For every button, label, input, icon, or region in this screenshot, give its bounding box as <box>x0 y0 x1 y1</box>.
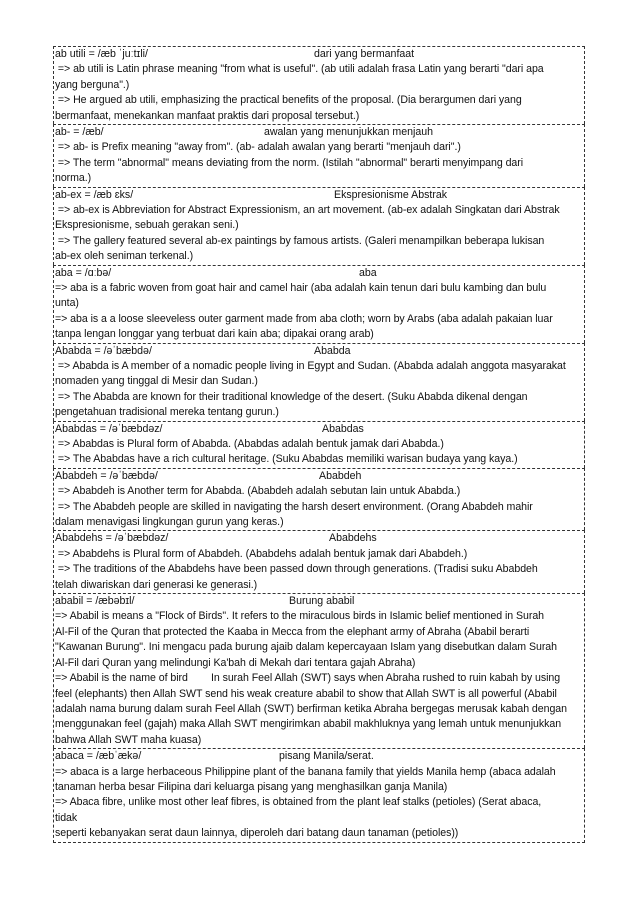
entry-header <box>54 469 584 484</box>
example-line: telah diwariskan dari generasi ke generasi.) <box>55 578 258 591</box>
headword: ab utili = /æb ˈjuːtɪli/ <box>55 48 148 60</box>
example-line: => The Ababdeh people are skilled in navigating the harsh desert environment. (Orang Ababdeh mahir <box>55 500 533 513</box>
example-line: bermanfaat, menekankan manfaat praktis dari proposal tersebut.) <box>55 109 360 122</box>
example-line: => Ababdas is Plural form of Ababda. (Ababdas adalah bentuk jamak dari Ababda.) <box>55 438 444 451</box>
example-line: => Ababil is means a "Flock of Birds". It refers to the miraculous birds in Islamic belief mentioned in Surah <box>55 610 545 623</box>
example-line: => The traditions of the Ababdehs have been passed down through generations. (Tradisi suku Ababdeh <box>55 563 538 576</box>
meaning: Ekspresionisme Abstrak <box>334 188 448 201</box>
example-line: tidak <box>55 811 78 824</box>
example-line: => aba is a a loose sleeveless outer garment made from aba cloth; worn by Arabs (aba adalah pakaian luar <box>55 312 553 325</box>
example-line: tanpa lengan longgar yang terbuat dari kain aba; dipakai orang arab) <box>55 328 374 341</box>
entry-header <box>54 531 584 546</box>
example-line: => The term "abnormal" means deviating from the norm. (Istilah "abnormal" berarti menyimpang dari <box>55 156 524 169</box>
meaning: aba <box>359 266 377 279</box>
example-line: => Ababdehs is Plural form of Ababdeh. (Ababdehs adalah bentuk jamak dari Ababdeh.) <box>55 547 468 560</box>
headword: ababil = /æbəbɪl/ <box>55 595 135 608</box>
example-line: => Ababil is the name of bird In surah Feel Allah (SWT) says when Abraha rushed to ruin kabah by using <box>55 672 561 685</box>
entry-header <box>54 594 584 609</box>
example-line: nomaden yang tinggal di Mesir dan Sudan.) <box>55 375 258 388</box>
meaning: Burung ababil <box>289 595 355 608</box>
headword: Ababdeh = /əˈbæbdə/ <box>55 469 158 482</box>
example-line: bahwa Allah SWT maha kuasa) <box>55 733 202 746</box>
headword: abaca = /æbˈækə/ <box>55 750 142 763</box>
example-line: unta) <box>55 297 79 310</box>
entry-header <box>54 188 584 203</box>
headword: Ababdas = /əˈbæbdəz/ <box>55 422 163 435</box>
example-line: => Ababda is A member of a nomadic people living in Egypt and Sudan. (Ababda adalah anggota masyarakat <box>55 360 566 373</box>
headword: ab- = /æb/ <box>55 126 104 139</box>
example-line: adalah nama burung dalam surah Feel Allah (SWT) berfirman ketika Abraha bergegas merusak kabah dengan <box>55 702 567 715</box>
meaning: Ababdeh <box>319 469 362 482</box>
example-line: => The gallery featured several ab-ex paintings by famous artists. (Galeri menampilkan beberapa lukisan <box>55 234 545 247</box>
example-line: tanaman herba besar Filipina dari keluarga pisang yang menghasilkan ganja Manila) <box>55 780 448 793</box>
example-line: Al-Fil dari Quran yang melindungi Ka'bah di Mekah dari tentara gajah Abraha) <box>55 656 416 669</box>
meaning: Ababdehs <box>329 532 377 545</box>
entry-ab-utili <box>53 46 585 124</box>
example-line: => The Ababdas have a rich cultural heritage. (Suku Ababdas memiliki warisan budaya yang kaya.) <box>55 453 518 466</box>
entry-ababil <box>53 593 585 748</box>
example-line: norma.) <box>55 172 92 185</box>
example-line: Ekspresionisme, sebuah gerakan seni.) <box>55 219 239 232</box>
example-line: Al-Fil of the Quran that protected the Kaaba in Mecca from the elephant army of Abraha (Ababil berarti <box>55 625 530 638</box>
example-line: => Abaca fibre, unlike most other leaf fibres, is obtained from the plant leaf stalks (petioles) (Serat abaca, <box>55 796 542 809</box>
entry-ababdehs <box>53 530 585 593</box>
example-line: ab-ex oleh seniman terkenal.) <box>55 250 194 263</box>
entry-aba <box>53 265 585 343</box>
entry-ab-prefix <box>53 124 585 187</box>
example-line: dalam menavigasi lingkungan gurun yang keras.) <box>55 516 284 529</box>
example-line: pengetahuan tradisional mereka tentang gurun.) <box>55 406 279 419</box>
example-line: => abaca is a large herbaceous Philippine plant of the banana family that yields Manila hemp (abaca adalah <box>55 765 556 778</box>
headword: ab-ex = /æb ɛks/ <box>55 188 134 201</box>
headword: Ababdehs = /əˈbæbdəz/ <box>55 532 169 545</box>
example-line: seperti kebanyakan serat daun lainnya, diperoleh dari batang daun tanaman (petioles)) <box>55 827 459 840</box>
meaning: pisang Manila/serat. <box>279 750 374 763</box>
entry-abaca <box>53 748 585 842</box>
entry-header <box>54 125 584 140</box>
headword: aba = /ɑːbə/ <box>55 266 112 279</box>
example-line: => aba is a fabric woven from goat hair and camel hair (aba adalah kain tenun dari bulu kambing dan bulu <box>55 282 547 295</box>
example-line: => Ababdeh is Another term for Ababda. (Ababdeh adalah sebutan lain untuk Ababda.) <box>55 485 461 498</box>
example-line: => ab-ex is Abbreviation for Abstract Expressionism, an art movement. (ab-ex adalah Singkatan dari Abstrak <box>55 204 560 217</box>
example-line: menggunakan feel (gajah) maka Allah SWT mengirimkan ababil makhluknya yang lemah untuk menunjukkan <box>55 718 562 731</box>
entry-header <box>54 344 584 359</box>
meaning: Ababdas <box>322 422 364 435</box>
example-line: yang berguna".) <box>55 78 130 91</box>
meaning: dari yang bermanfaat <box>314 48 415 60</box>
entry-header <box>54 749 584 764</box>
example-line: => ab utili is Latin phrase meaning "from what is useful". (ab utili adalah frasa Latin yang berarti "dari apa <box>55 63 544 76</box>
dictionary-page <box>53 46 585 843</box>
entry-header <box>54 266 584 281</box>
entry-header <box>54 47 584 62</box>
entry-header <box>54 422 584 437</box>
entry-ababda <box>53 343 585 421</box>
entry-ab-ex <box>53 187 585 265</box>
meaning: awalan yang menunjukkan menjauh <box>264 126 434 139</box>
meaning: Ababda <box>314 344 351 357</box>
example-line: => The Ababda are known for their traditional knowledge of the desert. (Suku Ababda dikenal dengan <box>55 390 528 403</box>
example-line: => He argued ab utili, emphasizing the practical benefits of the proposal. (Dia berargumen dari yang <box>55 94 522 107</box>
entry-ababdeh <box>53 468 585 531</box>
example-line: => ab- is Prefix meaning "away from". (ab- adalah awalan yang berarti "menjauh dari".) <box>55 141 461 154</box>
entry-ababdas <box>53 421 585 468</box>
headword: Ababda = /əˈbæbdə/ <box>55 344 152 357</box>
example-line: "Kawanan Burung". Ini mengacu pada burung ajaib dalam kepercayaan Islam yang disebutkan dalam Surah <box>55 641 557 654</box>
example-line: feel (elephants) then Allah SWT send his weak creature ababil to show that Allah SWT is all powerful (Ababil <box>55 687 557 700</box>
